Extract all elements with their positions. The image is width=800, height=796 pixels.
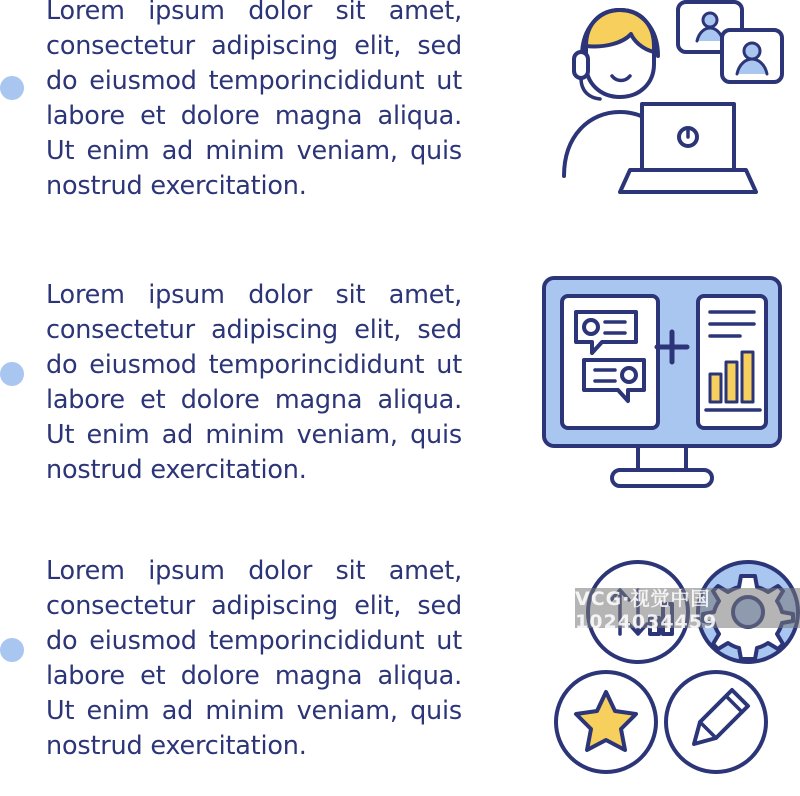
person-with-laptop-video-call-icon (520, 0, 800, 244)
monitor-chat-plus-chart-icon (520, 264, 800, 514)
skills-badges-group-icon (520, 542, 800, 792)
content-row (0, 542, 800, 792)
bullet-dot-2 (0, 362, 24, 386)
bullet-dot-1 (0, 76, 24, 100)
watermark-overlay: VCG·视觉中国 1024034459 (575, 588, 800, 628)
paragraph-text-1: Lorem ipsum dolor sit amet, consectetur adipiscing elit, sed do eiusmod temporincididunt ut labore et dolore magna aliqua. Ut enim ad minim veniam, quis nostrud exercitation. (46, 0, 462, 201)
content-row (0, 0, 800, 244)
bullet-dot-3 (0, 638, 24, 662)
paragraph-text-2: Lorem ipsum dolor sit amet, consectetur adipiscing elit, sed do eiusmod temporincididunt ut labore et dolore magna aliqua. Ut enim ad minim veniam, quis nostrud exercitation. (46, 280, 462, 485)
content-row (0, 264, 800, 514)
paragraph-text-3: Lorem ipsum dolor sit amet, consectetur adipiscing elit, sed do eiusmod temporincididunt ut labore et dolore magna aliqua. Ut enim ad minim veniam, quis nostrud exercitation. (46, 556, 462, 761)
